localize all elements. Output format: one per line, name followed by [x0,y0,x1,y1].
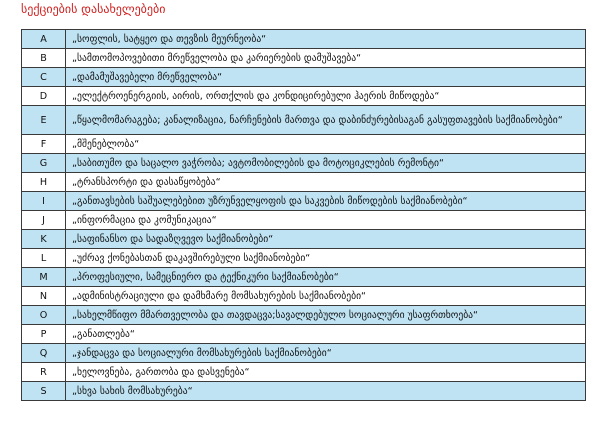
table-row [22,268,586,287]
section-code: F [22,135,66,154]
section-code: N [22,287,66,306]
section-name: „პროფესიული, სამეცნიერო და ტექნიკური საქმიანობები“ [66,268,586,287]
section-code: H [22,173,66,192]
section-code: C [22,68,66,87]
table-row [22,306,586,325]
section-name: „ინფორმაცია და კომუნიკაცია“ [66,211,586,230]
section-code: I [22,192,66,211]
section-code: P [22,325,66,344]
table-row [22,344,586,363]
table-row [22,135,586,154]
table-row [22,211,586,230]
section-name: „სხვა სახის მომსახურება“ [66,382,586,401]
section-name: „უძრავ ქონებასთან დაკავშირებული საქმიანობები“ [66,249,586,268]
table-row [22,363,586,382]
section-code: L [22,249,66,268]
section-name: „მშენებლობა“ [66,135,586,154]
section-name: „ჯანდაცვა და სოციალური მომსახურების საქმიანობები“ [66,344,586,363]
section-code: A [22,30,66,49]
table-row [22,173,586,192]
section-code: G [22,154,66,173]
sections-table [21,29,586,401]
section-code: O [22,306,66,325]
section-name: „სამთომოპოვებითი მრეწველობა და კარიერების დამუშავება“ [66,49,586,68]
table-row [22,68,586,87]
table-row [22,154,586,173]
section-name: „სახელმწიფო მმართველობა და თავდაცვა;სავალდებულო სოციალური უსაფრთხოება“ [66,306,586,325]
table-row [22,106,586,135]
section-name: „ელექტროენერგიის, აირის, ორთქლის და კონდიცირებული ჰაერის მიწოდება“ [66,87,586,106]
table-row [22,325,586,344]
section-name: „სოფლის, სატყეო და თევზის მეურნეობა“ [66,30,586,49]
table-row [22,287,586,306]
section-code: K [22,230,66,249]
table-row [22,192,586,211]
section-code: Q [22,344,66,363]
section-name: „ხელოვნება, გართობა და დასვენება“ [66,363,586,382]
table-row [22,382,586,401]
table-row [22,30,586,49]
section-code: R [22,363,66,382]
section-code: B [22,49,66,68]
page-heading: სექციების დასახელებები [21,2,166,16]
section-code: J [22,211,66,230]
section-name: „განათლება“ [66,325,586,344]
section-code: E [22,106,66,135]
table-row [22,230,586,249]
table-row [22,249,586,268]
section-code: D [22,87,66,106]
section-code: M [22,268,66,287]
section-name: „წყალმომარაგება; კანალიზაცია, ნარჩენების მართვა და დაბინძურებისაგან გასუფთავების საქმიანობები“ [66,106,586,135]
section-name: „დამამუშავებელი მრეწველობა“ [66,68,586,87]
section-name: „განთავსების საშუალებებით უზრუნველყოფის და საკვების მიწოდების საქმიანობები“ [66,192,586,211]
section-name: „საბითუმო და საცალო ვაჭრობა; ავტომობილების და მოტოციკლების რემონტი“ [66,154,586,173]
section-code: S [22,382,66,401]
section-name: „ადმინისტრაციული და დამხმარე მომსახურების საქმიანობები“ [66,287,586,306]
section-name: „საფინანსო და სადაზღვევო საქმიანობები“ [66,230,586,249]
table-row [22,87,586,106]
table-row [22,49,586,68]
section-name: „ტრანსპორტი და დასაწყობება“ [66,173,586,192]
